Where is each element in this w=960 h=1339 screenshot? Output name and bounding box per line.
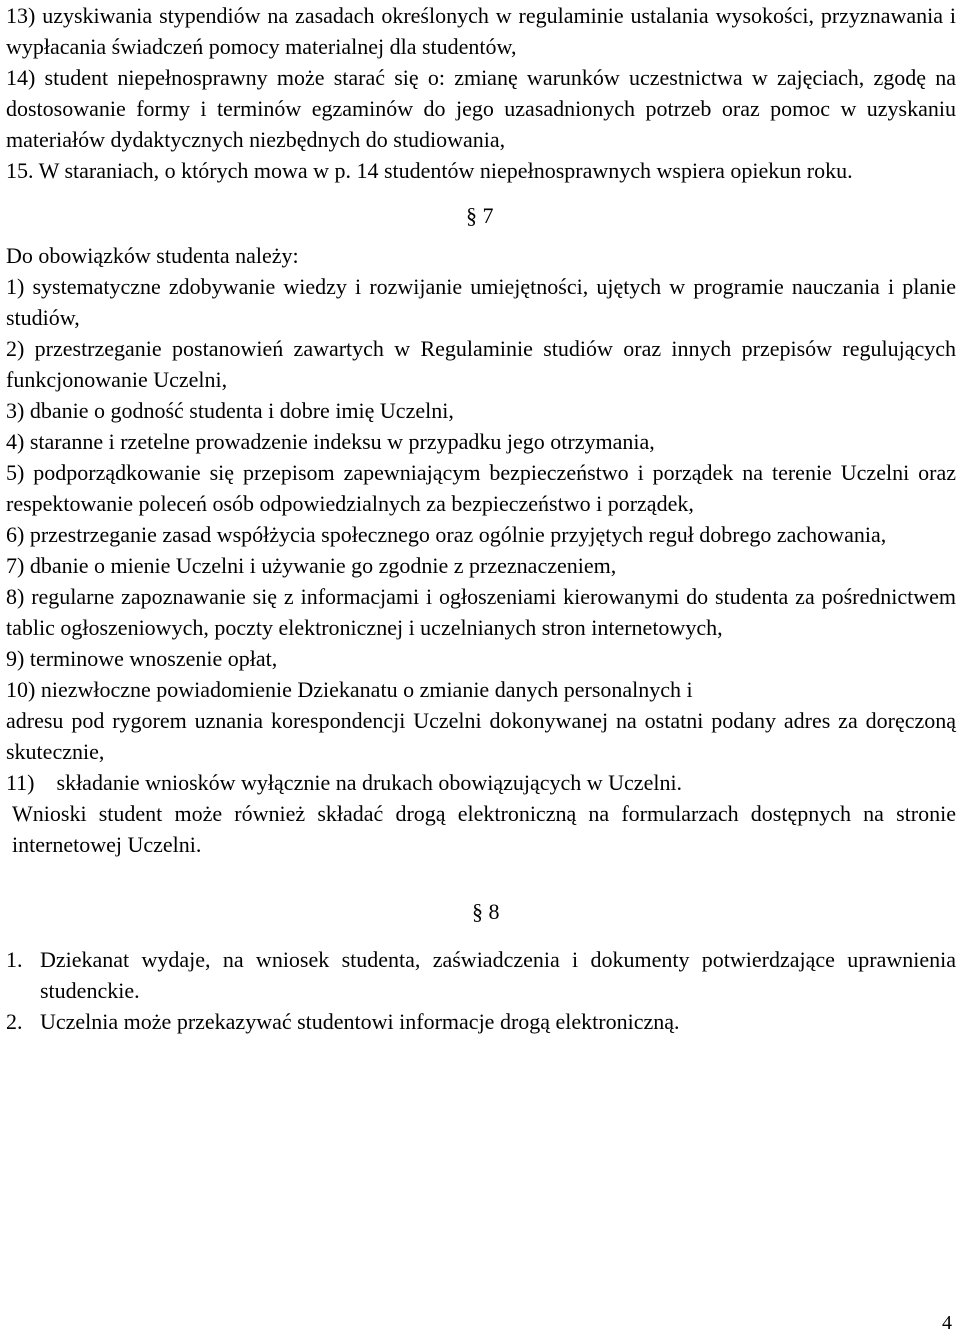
- duty-item-10-line1: 10) niezwłoczne powiadomienie Dziekanatu o zmianie danych personalnych i: [6, 677, 693, 702]
- page-number: 4: [942, 1312, 952, 1334]
- duty-item: 3) dbanie o godność studenta i dobre imię Uczelni,: [6, 398, 454, 423]
- duty-item: 4) staranne i rzetelne prowadzenie indeksu w przypadku jego otrzymania,: [6, 429, 655, 454]
- duty-item: 2) przestrzeganie postanowień zawartych w Regulaminie studiów oraz innych przepisów regulujących funkcjonowanie Uczelni,: [6, 336, 956, 392]
- item-text: Dziekanat wydaje, na wniosek studenta, zaświadczenia i dokumenty potwierdzające uprawnienia studenckie.: [40, 947, 956, 1003]
- paragraph-14: 14) student niepełnosprawny może starać się o: zmianę warunków uczestnictwa w zajęciach, zgodę na dostosowanie formy i terminów egzaminów do jego uzasadnionych potrzeb oraz pomoc w uzyskaniu materiałów dydaktycznych niezbędnych do studiowania,: [6, 65, 956, 152]
- section-8-heading-text: § 8: [472, 899, 500, 924]
- section-7-heading-text: § 7: [466, 203, 494, 228]
- duty-item-11: 11) składanie wniosków wyłącznie na drukach obowiązujących w Uczelni.: [6, 770, 683, 795]
- section-8-item: [6, 1006, 956, 1037]
- duty-item: 1) systematyczne zdobywanie wiedzy i rozwijanie umiejętności, ujętych w programie nauczania i planie studiów,: [6, 274, 956, 330]
- section-7-heading: [466, 200, 956, 240]
- document-page: [6, 0, 956, 1037]
- duty-item-11-note: Wnioski student może również składać drogą elektroniczną na formularzach dostępnych na stronie internetowej Uczelni.: [12, 801, 956, 857]
- item-number: 1.: [6, 947, 23, 972]
- section-8-heading: [472, 896, 956, 936]
- duty-item: 7) dbanie o mienie Uczelni i używanie go zgodnie z przeznaczeniem,: [6, 553, 617, 578]
- item-text: Uczelnia może przekazywać studentowi informacje drogą elektroniczną.: [40, 1009, 680, 1034]
- paragraph-15: 15. W staraniach, o których mowa w p. 14 studentów niepełnosprawnych wspiera opiekun roku.: [6, 158, 853, 183]
- duty-item: 6) przestrzeganie zasad współżycia społecznego oraz ogólnie przyjętych reguł dobrego zachowania,: [6, 522, 887, 547]
- duty-item: 8) regularne zapoznawanie się z informacjami i ogłoszeniami kierowanymi do studenta za pośrednictwem tablic ogłoszeniowych, poczty elektronicznej i uczelnianych stron internetowych,: [6, 584, 956, 640]
- paragraph-13: 13) uzyskiwania stypendiów na zasadach określonych w regulaminie ustalania wysokości, przyznawania i wypłacania świadczeń pomocy materialnej dla studentów,: [6, 3, 956, 59]
- duty-item-10-rest: adresu pod rygorem uznania korespondencji Uczelni dokonywanej na ostatni podany adres za doręczoną skutecznie,: [6, 708, 956, 764]
- section-7-intro: Do obowiązków studenta należy:: [6, 243, 299, 268]
- section-8-item: [6, 944, 956, 1006]
- item-number: 2.: [6, 1009, 23, 1034]
- duty-item: 9) terminowe wnoszenie opłat,: [6, 646, 278, 671]
- duty-item: 5) podporządkowanie się przepisom zapewniającym bezpieczeństwo i porządek na terenie Uczelni oraz respektowanie poleceń osób odpowiedzialnych za bezpieczeństwo i porządek,: [6, 460, 956, 516]
